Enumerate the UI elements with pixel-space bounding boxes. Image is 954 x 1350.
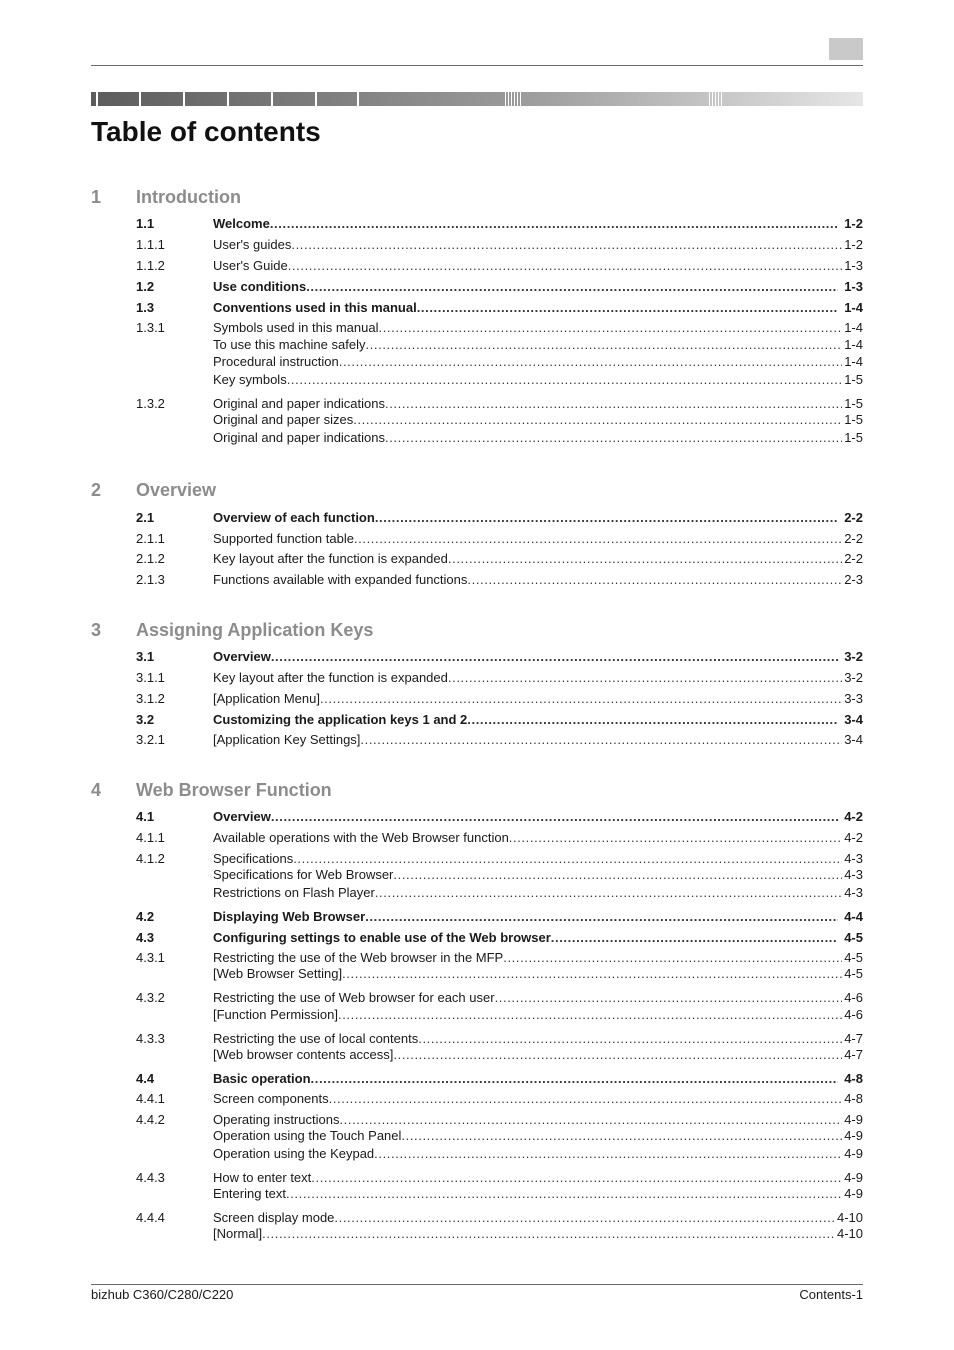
section-number: 4.4.3 <box>136 1170 165 1185</box>
dot-leader <box>448 670 842 686</box>
toc-entry[interactable] <box>213 930 863 946</box>
toc-entry[interactable] <box>213 258 863 274</box>
footer-page-number: Contents-1 <box>799 1287 863 1302</box>
section-number: 3.1.1 <box>136 670 165 685</box>
toc-entry[interactable] <box>213 830 863 846</box>
section-number: 4.3.3 <box>136 1031 165 1046</box>
toc-entry[interactable] <box>213 649 863 665</box>
toc-entry-title: Conventions used in this manual <box>213 300 417 315</box>
dot-leader <box>311 1170 842 1186</box>
dot-leader <box>375 885 842 901</box>
toc-entry[interactable] <box>213 320 863 336</box>
toc-entry-page: 1-5 <box>844 372 863 387</box>
toc-entry-page: 1-2 <box>844 237 863 252</box>
section-number: 4.4.1 <box>136 1091 165 1106</box>
toc-entry-page: 2-2 <box>844 551 863 566</box>
toc-entry-title: Operating instructions <box>213 1112 340 1127</box>
toc-entry[interactable] <box>213 1170 863 1186</box>
toc-entry-title: To use this machine safely <box>213 337 366 352</box>
toc-entry-title: Screen components <box>213 1091 329 1106</box>
toc-entry[interactable] <box>213 279 863 295</box>
toc-entry-page: 1-4 <box>844 354 863 369</box>
dot-leader <box>311 1071 839 1087</box>
toc-entry-title: Specifications for Web Browser <box>213 867 394 882</box>
chapter-title[interactable]: Assigning Application Keys <box>136 620 374 640</box>
toc-entry[interactable] <box>213 950 863 966</box>
dot-leader <box>467 572 842 588</box>
toc-entry[interactable] <box>213 851 863 867</box>
toc-entry-title: Configuring settings to enable use of the Web browser <box>213 930 551 945</box>
toc-entry-page: 4-7 <box>844 1031 863 1046</box>
toc-entry[interactable] <box>213 1128 863 1144</box>
section-number: 4.2 <box>136 909 155 924</box>
toc-entry-title: [Application Key Settings] <box>213 732 361 747</box>
chapter-title[interactable]: Web Browser Function <box>136 780 332 800</box>
chapter-number: 3 <box>91 620 102 640</box>
toc-entry-title: Entering text <box>213 1186 286 1201</box>
toc-entry-title: Overview <box>213 649 271 664</box>
toc-entry-page: 4-2 <box>844 809 863 824</box>
toc-entry-title: Original and paper indications <box>213 430 385 445</box>
toc-entry[interactable] <box>213 909 863 925</box>
dot-leader <box>365 909 838 925</box>
dot-leader <box>365 337 842 353</box>
toc-entry-title: User's guides <box>213 237 292 252</box>
dot-leader <box>287 372 843 388</box>
dot-leader <box>375 510 838 526</box>
toc-entry[interactable] <box>213 1186 863 1202</box>
toc-entry[interactable] <box>213 1071 863 1087</box>
toc-entry-page: 3-4 <box>844 712 863 727</box>
dot-leader <box>291 237 842 253</box>
dot-leader <box>418 1031 842 1047</box>
dot-leader <box>360 732 842 748</box>
toc-entry-title: Restricting the use of Web browser for each user <box>213 990 495 1005</box>
section-number: 2.1 <box>136 510 155 525</box>
section-number: 3.1.2 <box>136 691 165 706</box>
section-number: 2.1.3 <box>136 572 165 587</box>
dot-leader <box>288 258 842 274</box>
toc-entry-page: 3-2 <box>844 649 863 664</box>
toc-entry-title: Restricting the use of the Web browser in the MFP <box>213 950 504 965</box>
toc-entry-title: Key layout after the function is expanded <box>213 670 448 685</box>
toc-entry-page: 2-3 <box>844 572 863 587</box>
toc-entry-page: 4-9 <box>844 1112 863 1127</box>
toc-entry[interactable] <box>213 1007 863 1023</box>
toc-entry-title: [Web browser contents access] <box>213 1047 394 1062</box>
toc-entry[interactable] <box>213 867 863 883</box>
dot-leader <box>385 430 842 446</box>
toc-entry[interactable] <box>213 1091 863 1107</box>
section-number: 4.1 <box>136 809 155 824</box>
toc-entry-page: 4-2 <box>844 830 863 845</box>
dot-leader <box>339 1112 842 1128</box>
toc-entry-page: 1-5 <box>844 396 863 411</box>
toc-entry-page: 4-3 <box>844 867 863 882</box>
section-number: 4.1.2 <box>136 851 165 866</box>
decorative-gradient-bar <box>91 92 863 106</box>
toc-entry-title: Key layout after the function is expanded <box>213 551 448 566</box>
toc-entry-page: 2-2 <box>844 531 863 546</box>
toc-entry-title: [Web Browser Setting] <box>213 966 343 981</box>
toc-entry-title: Original and paper indications <box>213 396 385 411</box>
section-number: 4.4 <box>136 1071 155 1086</box>
dot-leader <box>293 851 842 867</box>
toc-entry-page: 3-4 <box>844 732 863 747</box>
toc-entry-page: 1-3 <box>844 258 863 273</box>
header-rule <box>91 65 863 66</box>
toc-entry[interactable] <box>213 412 863 428</box>
toc-entry-title: Symbols used in this manual <box>213 320 379 335</box>
toc-entry-page: 4-5 <box>844 950 863 965</box>
chapter-title[interactable]: Introduction <box>136 187 241 207</box>
dot-leader <box>286 1186 842 1202</box>
toc-entry[interactable] <box>213 216 863 232</box>
dot-leader <box>417 300 839 316</box>
section-number: 1.3.1 <box>136 320 165 335</box>
toc-entry-title: Overview of each function <box>213 510 375 525</box>
toc-entry-page: 3-3 <box>844 691 863 706</box>
dot-leader <box>271 809 838 825</box>
toc-entry[interactable] <box>213 670 863 686</box>
dot-leader <box>271 649 838 665</box>
section-number: 4.1.1 <box>136 830 165 845</box>
page-corner-tab <box>829 38 863 60</box>
section-number: 1.1.2 <box>136 258 165 273</box>
dot-leader <box>334 1210 835 1226</box>
dot-leader <box>342 966 842 982</box>
toc-entry[interactable] <box>213 1146 863 1162</box>
toc-entry[interactable] <box>213 551 863 567</box>
toc-entry-page: 4-10 <box>836 1210 863 1225</box>
toc-entry[interactable] <box>213 809 863 825</box>
toc-entry[interactable] <box>213 510 863 526</box>
toc-entry[interactable] <box>213 1210 863 1226</box>
section-number: 1.3.2 <box>136 396 165 411</box>
toc-entry-title: Overview <box>213 809 271 824</box>
toc-entry-page: 1-5 <box>844 412 863 427</box>
toc-entry[interactable] <box>213 430 863 446</box>
dot-leader <box>262 1226 835 1242</box>
section-number: 3.1 <box>136 649 155 664</box>
dot-leader <box>320 691 842 707</box>
dot-leader <box>306 279 838 295</box>
dot-leader <box>339 354 842 370</box>
toc-entry-page: 1-2 <box>844 216 863 231</box>
dot-leader <box>393 867 842 883</box>
section-number: 1.1 <box>136 216 155 231</box>
section-number: 4.4.4 <box>136 1210 165 1225</box>
toc-entry-title: Basic operation <box>213 1071 311 1086</box>
toc-entry[interactable] <box>213 531 863 547</box>
toc-entry[interactable] <box>213 396 863 412</box>
chapter-number: 1 <box>91 187 102 207</box>
toc-entry-title: Available operations with the Web Browser function <box>213 830 509 845</box>
toc-entry-page: 1-4 <box>844 300 863 315</box>
toc-entry-title: Welcome <box>213 216 270 231</box>
toc-entry-page: 4-3 <box>844 851 863 866</box>
toc-entry[interactable] <box>213 372 863 388</box>
dot-leader <box>495 990 843 1006</box>
toc-entry-title: Restrictions on Flash Player <box>213 885 375 900</box>
section-number: 4.3 <box>136 930 155 945</box>
toc-entry-page: 4-7 <box>844 1047 863 1062</box>
toc-entry-page: 4-3 <box>844 885 863 900</box>
toc-entry-title: [Application Menu] <box>213 691 320 706</box>
toc-entry[interactable] <box>213 1112 863 1128</box>
dot-leader <box>401 1128 842 1144</box>
dot-leader <box>374 1146 842 1162</box>
toc-entry[interactable] <box>213 354 863 370</box>
toc-entry-page: 4-9 <box>844 1146 863 1161</box>
section-number: 2.1.1 <box>136 531 165 546</box>
toc-entry-title: Key symbols <box>213 372 287 387</box>
section-number: 3.2.1 <box>136 732 165 747</box>
page-title: Table of contents <box>91 116 321 147</box>
toc-entry-page: 1-5 <box>844 430 863 445</box>
toc-entry-title: How to enter text <box>213 1170 312 1185</box>
section-number: 4.3.1 <box>136 950 165 965</box>
dot-leader <box>509 830 842 846</box>
toc-entry-title: [Normal] <box>213 1226 263 1241</box>
toc-entry-page: 4-9 <box>844 1186 863 1201</box>
section-number: 4.3.2 <box>136 990 165 1005</box>
dot-leader <box>354 531 842 547</box>
toc-entry-page: 4-9 <box>844 1170 863 1185</box>
dot-leader <box>551 930 838 946</box>
toc-entry[interactable] <box>213 885 863 901</box>
chapter-number: 4 <box>91 780 102 800</box>
toc-entry[interactable] <box>213 237 863 253</box>
dot-leader <box>338 1007 842 1023</box>
toc-entry-title: Functions available with expanded functions <box>213 572 468 587</box>
toc-entry-page: 4-9 <box>844 1128 863 1143</box>
toc-entry-title: Restricting the use of local contents <box>213 1031 419 1046</box>
chapter-title[interactable]: Overview <box>136 480 217 500</box>
toc-entry[interactable] <box>213 712 863 728</box>
toc-entry-title: Operation using the Touch Panel <box>213 1128 402 1143</box>
toc-entry-title: Procedural instruction <box>213 354 339 369</box>
dot-leader <box>329 1091 843 1107</box>
toc-entry-title: Original and paper sizes <box>213 412 354 427</box>
toc-entry-page: 4-6 <box>844 990 863 1005</box>
footer-product-name: bizhub C360/C280/C220 <box>91 1287 234 1302</box>
dot-leader <box>353 412 842 428</box>
toc-entry[interactable] <box>213 732 863 748</box>
toc-entry-title: Customizing the application keys 1 and 2 <box>213 712 468 727</box>
toc-entry-page: 1-4 <box>844 337 863 352</box>
toc-entry[interactable] <box>213 1031 863 1047</box>
toc-entry-page: 4-10 <box>836 1226 863 1241</box>
toc-entry[interactable] <box>213 572 863 588</box>
toc-entry[interactable] <box>213 300 863 316</box>
dot-leader <box>467 712 838 728</box>
toc-entry-page: 4-6 <box>844 1007 863 1022</box>
dot-leader <box>448 551 842 567</box>
toc-entry[interactable] <box>213 990 863 1006</box>
chapter-number: 2 <box>91 480 102 500</box>
footer-rule <box>91 1284 863 1285</box>
toc-entry[interactable] <box>213 337 863 353</box>
toc-entry-title: Specifications <box>213 851 294 866</box>
toc-entry-page: 4-8 <box>844 1071 863 1086</box>
section-number: 4.4.2 <box>136 1112 165 1127</box>
dot-leader <box>378 320 842 336</box>
toc-entry-page: 4-4 <box>844 909 863 924</box>
toc-entry[interactable] <box>213 1047 863 1063</box>
toc-entry-title: Use conditions <box>213 279 307 294</box>
section-number: 1.3 <box>136 300 155 315</box>
section-number: 1.1.1 <box>136 237 165 252</box>
toc-entry[interactable] <box>213 1226 863 1242</box>
section-number: 1.2 <box>136 279 155 294</box>
toc-entry-page: 4-5 <box>844 930 863 945</box>
dot-leader <box>503 950 842 966</box>
toc-entry-page: 1-4 <box>844 320 863 335</box>
toc-entry-title: Screen display mode <box>213 1210 335 1225</box>
toc-entry-page: 1-3 <box>844 279 863 294</box>
section-number: 2.1.2 <box>136 551 165 566</box>
toc-entry-page: 4-5 <box>844 966 863 981</box>
dot-leader <box>385 396 842 412</box>
dot-leader <box>270 216 838 232</box>
toc-entry-title: User's Guide <box>213 258 288 273</box>
toc-entry[interactable] <box>213 691 863 707</box>
toc-entry[interactable] <box>213 966 863 982</box>
section-number: 3.2 <box>136 712 155 727</box>
toc-entry-title: Operation using the Keypad <box>213 1146 375 1161</box>
dot-leader <box>393 1047 842 1063</box>
toc-entry-page: 4-8 <box>844 1091 863 1106</box>
toc-entry-title: [Function Permission] <box>213 1007 338 1022</box>
toc-entry-page: 3-2 <box>844 670 863 685</box>
toc-entry-title: Displaying Web Browser <box>213 909 366 924</box>
toc-entry-page: 2-2 <box>844 510 863 525</box>
toc-entry-title: Supported function table <box>213 531 354 546</box>
